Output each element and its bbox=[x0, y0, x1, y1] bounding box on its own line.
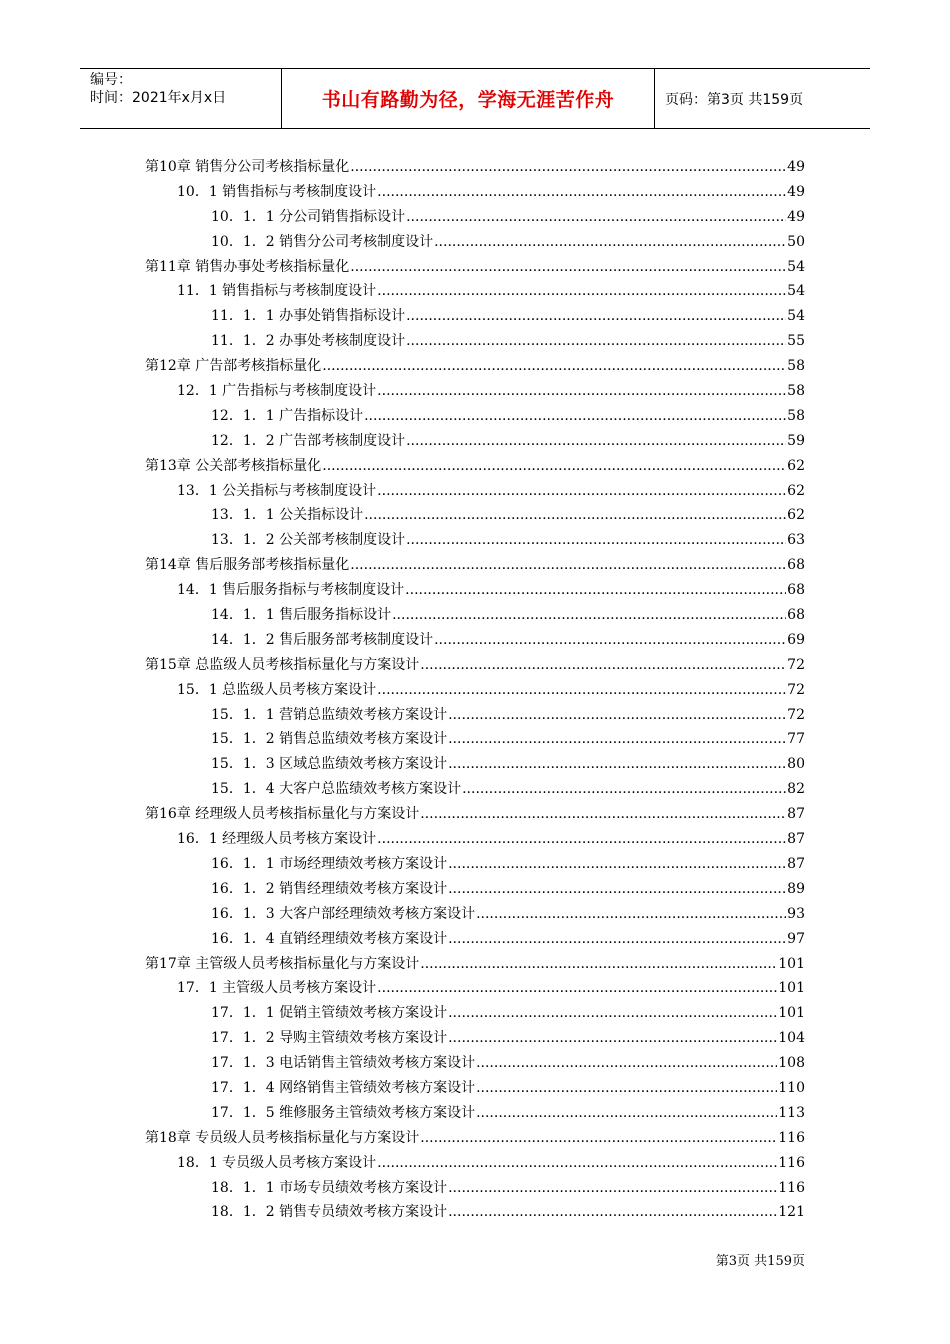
toc-entry-page: 116 bbox=[778, 1179, 805, 1196]
toc-entry-line bbox=[211, 752, 805, 777]
toc-dot-leader bbox=[406, 205, 786, 230]
toc-entry-line bbox=[211, 902, 805, 927]
toc-entry-line bbox=[211, 404, 805, 429]
toc-entry-line bbox=[177, 976, 805, 1001]
table-of-contents bbox=[0, 155, 950, 1225]
toc-entry-line bbox=[211, 304, 805, 329]
toc-entry-line bbox=[211, 852, 805, 877]
toc-entry-line bbox=[177, 578, 805, 603]
toc-subsection-entry[interactable] bbox=[0, 927, 950, 952]
toc-chapter-entry[interactable] bbox=[0, 653, 950, 678]
toc-subsection-entry[interactable] bbox=[0, 1176, 950, 1201]
toc-entry-title: 11．1．2 办事处考核制度设计 bbox=[211, 333, 406, 350]
header-motto: 书山有路勤为径，学海无涯苦作舟 bbox=[282, 69, 655, 128]
toc-chapter-entry[interactable] bbox=[0, 155, 950, 180]
header-page-label: 页码：第3页 共159页 bbox=[665, 91, 804, 108]
toc-entry-line bbox=[211, 703, 805, 728]
toc-entry-title: 14．1．1 售后服务指标设计 bbox=[211, 607, 392, 624]
toc-subsection-entry[interactable] bbox=[0, 777, 950, 802]
toc-entry-title: 12．1 广告指标与考核制度设计 bbox=[177, 383, 377, 400]
toc-dot-leader bbox=[377, 976, 777, 1001]
toc-entry-title: 17．1．3 电话销售主管绩效考核方案设计 bbox=[211, 1055, 476, 1072]
toc-dot-leader bbox=[476, 1051, 777, 1076]
toc-entry-page: 49 bbox=[787, 208, 805, 225]
toc-section-entry[interactable] bbox=[0, 1151, 950, 1176]
toc-entry-line bbox=[177, 1151, 805, 1176]
toc-entry-title: 15．1．1 营销总监绩效考核方案设计 bbox=[211, 706, 448, 723]
toc-entry-title: 17．1．2 导购主管绩效考核方案设计 bbox=[211, 1030, 448, 1047]
toc-dot-leader bbox=[476, 1076, 777, 1101]
toc-entry-page: 72 bbox=[787, 681, 805, 698]
toc-entry-title: 17．1 主管级人员考核方案设计 bbox=[177, 980, 377, 997]
toc-dot-leader bbox=[377, 1151, 777, 1176]
toc-entry-line bbox=[177, 678, 805, 703]
toc-dot-leader bbox=[476, 902, 786, 927]
header-code-label: 编号： bbox=[90, 72, 132, 88]
toc-entry-line bbox=[211, 628, 805, 653]
toc-subsection-entry[interactable] bbox=[0, 1200, 950, 1225]
toc-dot-leader bbox=[364, 404, 786, 429]
toc-entry-line bbox=[211, 528, 805, 553]
toc-dot-leader bbox=[406, 304, 786, 329]
toc-entry-line bbox=[177, 180, 805, 205]
toc-subsection-entry[interactable] bbox=[0, 404, 950, 429]
toc-dot-leader bbox=[350, 255, 786, 280]
toc-section-entry[interactable] bbox=[0, 678, 950, 703]
toc-entry-title: 第17章 主管级人员考核指标量化与方案设计 bbox=[145, 955, 420, 972]
toc-entry-line bbox=[211, 1076, 805, 1101]
toc-entry-title: 11．1．1 办事处销售指标设计 bbox=[211, 308, 406, 325]
toc-section-entry[interactable] bbox=[0, 180, 950, 205]
toc-chapter-entry[interactable] bbox=[0, 255, 950, 280]
toc-entry-title: 第12章 广告部考核指标量化 bbox=[145, 358, 322, 375]
toc-entry-title: 15．1．4 大客户总监绩效考核方案设计 bbox=[211, 781, 462, 798]
toc-entry-page: 72 bbox=[787, 656, 805, 673]
toc-entry-title: 10．1．1 分公司销售指标设计 bbox=[211, 208, 406, 225]
toc-subsection-entry[interactable] bbox=[0, 429, 950, 454]
toc-subsection-entry[interactable] bbox=[0, 877, 950, 902]
toc-entry-page: 58 bbox=[787, 358, 805, 375]
toc-dot-leader bbox=[377, 279, 786, 304]
toc-entry-title: 14．1 售后服务指标与考核制度设计 bbox=[177, 582, 405, 599]
toc-dot-leader bbox=[406, 528, 786, 553]
toc-dot-leader bbox=[406, 329, 786, 354]
toc-subsection-entry[interactable] bbox=[0, 1051, 950, 1076]
toc-entry-line bbox=[211, 1101, 805, 1126]
toc-chapter-entry[interactable] bbox=[0, 354, 950, 379]
toc-entry-line bbox=[211, 727, 805, 752]
toc-dot-leader bbox=[406, 429, 786, 454]
toc-entry-title: 14．1．2 售后服务部考核制度设计 bbox=[211, 631, 434, 648]
toc-entry-title: 10．1 销售指标与考核制度设计 bbox=[177, 183, 377, 200]
toc-dot-leader bbox=[434, 628, 786, 653]
toc-entry-title: 18．1 专员级人员考核方案设计 bbox=[177, 1154, 377, 1171]
toc-entry-line bbox=[211, 877, 805, 902]
toc-entry-page: 108 bbox=[778, 1055, 805, 1072]
toc-subsection-entry[interactable] bbox=[0, 1076, 950, 1101]
header-meta bbox=[80, 69, 282, 128]
toc-entry-page: 50 bbox=[787, 233, 805, 250]
toc-section-entry[interactable] bbox=[0, 479, 950, 504]
toc-subsection-entry[interactable] bbox=[0, 852, 950, 877]
toc-entry-title: 16．1．3 大客户部经理绩效考核方案设计 bbox=[211, 905, 476, 922]
toc-dot-leader bbox=[462, 777, 786, 802]
toc-subsection-entry[interactable] bbox=[0, 1001, 950, 1026]
toc-entry-page: 101 bbox=[778, 955, 805, 972]
toc-entry-line bbox=[145, 255, 805, 280]
toc-entry-line bbox=[211, 1026, 805, 1051]
toc-entry-page: 62 bbox=[787, 457, 805, 474]
toc-entry-title: 第14章 售后服务部考核指标量化 bbox=[145, 557, 350, 574]
toc-dot-leader bbox=[448, 752, 786, 777]
toc-dot-leader bbox=[350, 155, 786, 180]
toc-dot-leader bbox=[322, 354, 786, 379]
toc-entry-title: 17．1．4 网络销售主管绩效考核方案设计 bbox=[211, 1079, 476, 1096]
toc-entry-line bbox=[145, 802, 805, 827]
toc-entry-line bbox=[177, 379, 805, 404]
toc-entry-title: 13．1．1 公关指标设计 bbox=[211, 507, 364, 524]
toc-entry-title: 15．1 总监级人员考核方案设计 bbox=[177, 681, 377, 698]
toc-entry-page: 101 bbox=[778, 1005, 805, 1022]
toc-entry-line bbox=[145, 653, 805, 678]
toc-entry-line bbox=[211, 329, 805, 354]
toc-dot-leader bbox=[377, 379, 786, 404]
toc-entry-title: 第13章 公关部考核指标量化 bbox=[145, 457, 322, 474]
toc-entry-line bbox=[211, 1200, 805, 1225]
toc-entry-page: 89 bbox=[787, 880, 805, 897]
toc-dot-leader bbox=[420, 802, 786, 827]
toc-entry-page: 54 bbox=[787, 258, 805, 275]
toc-section-entry[interactable] bbox=[0, 827, 950, 852]
toc-entry-title: 15．1．3 区域总监绩效考核方案设计 bbox=[211, 756, 448, 773]
toc-subsection-entry[interactable] bbox=[0, 628, 950, 653]
toc-entry-page: 116 bbox=[778, 1154, 805, 1171]
toc-dot-leader bbox=[405, 578, 786, 603]
toc-section-entry[interactable] bbox=[0, 578, 950, 603]
toc-entry-page: 97 bbox=[787, 930, 805, 947]
toc-dot-leader bbox=[448, 1176, 777, 1201]
toc-dot-leader bbox=[350, 553, 786, 578]
toc-entry-page: 93 bbox=[787, 905, 805, 922]
toc-entry-page: 58 bbox=[787, 383, 805, 400]
toc-dot-leader bbox=[434, 230, 786, 255]
toc-dot-leader bbox=[448, 1001, 777, 1026]
toc-entry-title: 18．1．2 销售专员绩效考核方案设计 bbox=[211, 1204, 448, 1221]
toc-entry-line bbox=[211, 603, 805, 628]
toc-entry-page: 80 bbox=[787, 756, 805, 773]
toc-entry-page: 59 bbox=[787, 432, 805, 449]
toc-subsection-entry[interactable] bbox=[0, 902, 950, 927]
toc-entry-page: 68 bbox=[787, 607, 805, 624]
toc-entry-page: 58 bbox=[787, 407, 805, 424]
toc-entry-page: 82 bbox=[787, 781, 805, 798]
toc-dot-leader bbox=[448, 877, 786, 902]
toc-entry-page: 68 bbox=[787, 557, 805, 574]
toc-subsection-entry[interactable] bbox=[0, 703, 950, 728]
toc-subsection-entry[interactable] bbox=[0, 304, 950, 329]
toc-entry-line bbox=[145, 553, 805, 578]
toc-entry-page: 104 bbox=[778, 1030, 805, 1047]
toc-entry-page: 113 bbox=[778, 1104, 805, 1121]
toc-entry-title: 12．1．2 广告部考核制度设计 bbox=[211, 432, 406, 449]
toc-chapter-entry[interactable] bbox=[0, 454, 950, 479]
toc-entry-page: 55 bbox=[787, 333, 805, 350]
toc-entry-title: 10．1．2 销售分公司考核制度设计 bbox=[211, 233, 434, 250]
toc-entry-page: 110 bbox=[778, 1079, 805, 1096]
toc-entry-page: 69 bbox=[787, 631, 805, 648]
toc-dot-leader bbox=[392, 603, 786, 628]
toc-entry-line bbox=[145, 354, 805, 379]
toc-dot-leader bbox=[322, 454, 786, 479]
toc-subsection-entry[interactable] bbox=[0, 1101, 950, 1126]
toc-entry-line bbox=[211, 503, 805, 528]
toc-dot-leader bbox=[448, 1200, 777, 1225]
toc-entry-title: 第16章 经理级人员考核指标量化与方案设计 bbox=[145, 806, 420, 823]
toc-subsection-entry[interactable] bbox=[0, 1026, 950, 1051]
toc-entry-title: 第15章 总监级人员考核指标量化与方案设计 bbox=[145, 656, 420, 673]
toc-dot-leader bbox=[448, 1026, 777, 1051]
page-header bbox=[80, 68, 870, 129]
toc-subsection-entry[interactable] bbox=[0, 528, 950, 553]
toc-chapter-entry[interactable] bbox=[0, 1126, 950, 1151]
toc-chapter-entry[interactable] bbox=[0, 952, 950, 977]
toc-entry-title: 12．1．1 广告指标设计 bbox=[211, 407, 364, 424]
toc-dot-leader bbox=[420, 653, 786, 678]
toc-entry-line bbox=[211, 1051, 805, 1076]
toc-dot-leader bbox=[448, 727, 786, 752]
toc-entry-page: 77 bbox=[787, 731, 805, 748]
toc-entry-line bbox=[177, 279, 805, 304]
toc-entry-title: 13．1 公关指标与考核制度设计 bbox=[177, 482, 377, 499]
toc-entry-title: 15．1．2 销售总监绩效考核方案设计 bbox=[211, 731, 448, 748]
toc-entry-line bbox=[211, 927, 805, 952]
toc-dot-leader bbox=[448, 852, 786, 877]
toc-dot-leader bbox=[420, 952, 777, 977]
toc-entry-title: 16．1．1 市场经理绩效考核方案设计 bbox=[211, 855, 448, 872]
toc-entry-page: 72 bbox=[787, 706, 805, 723]
toc-entry-page: 121 bbox=[778, 1204, 805, 1221]
toc-dot-leader bbox=[377, 678, 786, 703]
toc-dot-leader bbox=[476, 1101, 777, 1126]
toc-entry-line bbox=[145, 952, 805, 977]
toc-subsection-entry[interactable] bbox=[0, 329, 950, 354]
toc-entry-line bbox=[177, 479, 805, 504]
toc-entry-title: 17．1．1 促销主管绩效考核方案设计 bbox=[211, 1005, 448, 1022]
toc-entry-title: 第11章 销售办事处考核指标量化 bbox=[145, 258, 350, 275]
toc-entry-line bbox=[145, 155, 805, 180]
toc-entry-line bbox=[145, 1126, 805, 1151]
toc-dot-leader bbox=[377, 479, 786, 504]
toc-entry-title: 16．1．2 销售经理绩效考核方案设计 bbox=[211, 880, 448, 897]
toc-dot-leader bbox=[377, 827, 786, 852]
toc-subsection-entry[interactable] bbox=[0, 230, 950, 255]
toc-entry-line bbox=[145, 454, 805, 479]
toc-section-entry[interactable] bbox=[0, 976, 950, 1001]
toc-dot-leader bbox=[420, 1126, 777, 1151]
toc-entry-page: 54 bbox=[787, 308, 805, 325]
toc-entry-title: 17．1．5 维修服务主管绩效考核方案设计 bbox=[211, 1104, 476, 1121]
toc-entry-line bbox=[211, 777, 805, 802]
page-footer: 第3页 共159页 bbox=[715, 1254, 805, 1269]
toc-entry-page: 101 bbox=[778, 980, 805, 997]
toc-entry-line bbox=[177, 827, 805, 852]
toc-dot-leader bbox=[364, 503, 786, 528]
toc-entry-title: 16．1．4 直销经理绩效考核方案设计 bbox=[211, 930, 448, 947]
toc-entry-page: 62 bbox=[787, 507, 805, 524]
toc-entry-page: 49 bbox=[787, 183, 805, 200]
toc-dot-leader bbox=[377, 180, 786, 205]
toc-entry-title: 16．1 经理级人员考核方案设计 bbox=[177, 831, 377, 848]
toc-subsection-entry[interactable] bbox=[0, 205, 950, 230]
toc-entry-title: 13．1．2 公关部考核制度设计 bbox=[211, 532, 406, 549]
toc-entry-title: 第10章 销售分公司考核指标量化 bbox=[145, 159, 350, 175]
toc-entry-title: 11．1 销售指标与考核制度设计 bbox=[177, 283, 377, 300]
toc-entry-page: 68 bbox=[787, 582, 805, 599]
toc-entry-page: 62 bbox=[787, 482, 805, 499]
toc-subsection-entry[interactable] bbox=[0, 603, 950, 628]
toc-entry-line bbox=[211, 1001, 805, 1026]
header-time-label: 时间：2021年x月x日 bbox=[90, 90, 227, 106]
toc-subsection-entry[interactable] bbox=[0, 727, 950, 752]
toc-entry-page: 49 bbox=[787, 159, 805, 175]
toc-entry-line bbox=[211, 1176, 805, 1201]
toc-dot-leader bbox=[448, 927, 786, 952]
toc-entry-title: 18．1．1 市场专员绩效考核方案设计 bbox=[211, 1179, 448, 1196]
toc-entry-line bbox=[211, 230, 805, 255]
toc-entry-title: 第18章 专员级人员考核指标量化与方案设计 bbox=[145, 1129, 420, 1146]
toc-entry-line bbox=[211, 429, 805, 454]
toc-entry-page: 87 bbox=[787, 855, 805, 872]
toc-entry-line bbox=[211, 205, 805, 230]
toc-chapter-entry[interactable] bbox=[0, 802, 950, 827]
toc-entry-page: 63 bbox=[787, 532, 805, 549]
toc-entry-page: 87 bbox=[787, 831, 805, 848]
toc-entry-page: 54 bbox=[787, 283, 805, 300]
toc-subsection-entry[interactable] bbox=[0, 503, 950, 528]
toc-entry-page: 87 bbox=[787, 806, 805, 823]
toc-section-entry[interactable] bbox=[0, 279, 950, 304]
toc-chapter-entry[interactable] bbox=[0, 553, 950, 578]
toc-entry-page: 116 bbox=[778, 1129, 805, 1146]
toc-dot-leader bbox=[448, 703, 786, 728]
toc-subsection-entry[interactable] bbox=[0, 752, 950, 777]
toc-section-entry[interactable] bbox=[0, 379, 950, 404]
